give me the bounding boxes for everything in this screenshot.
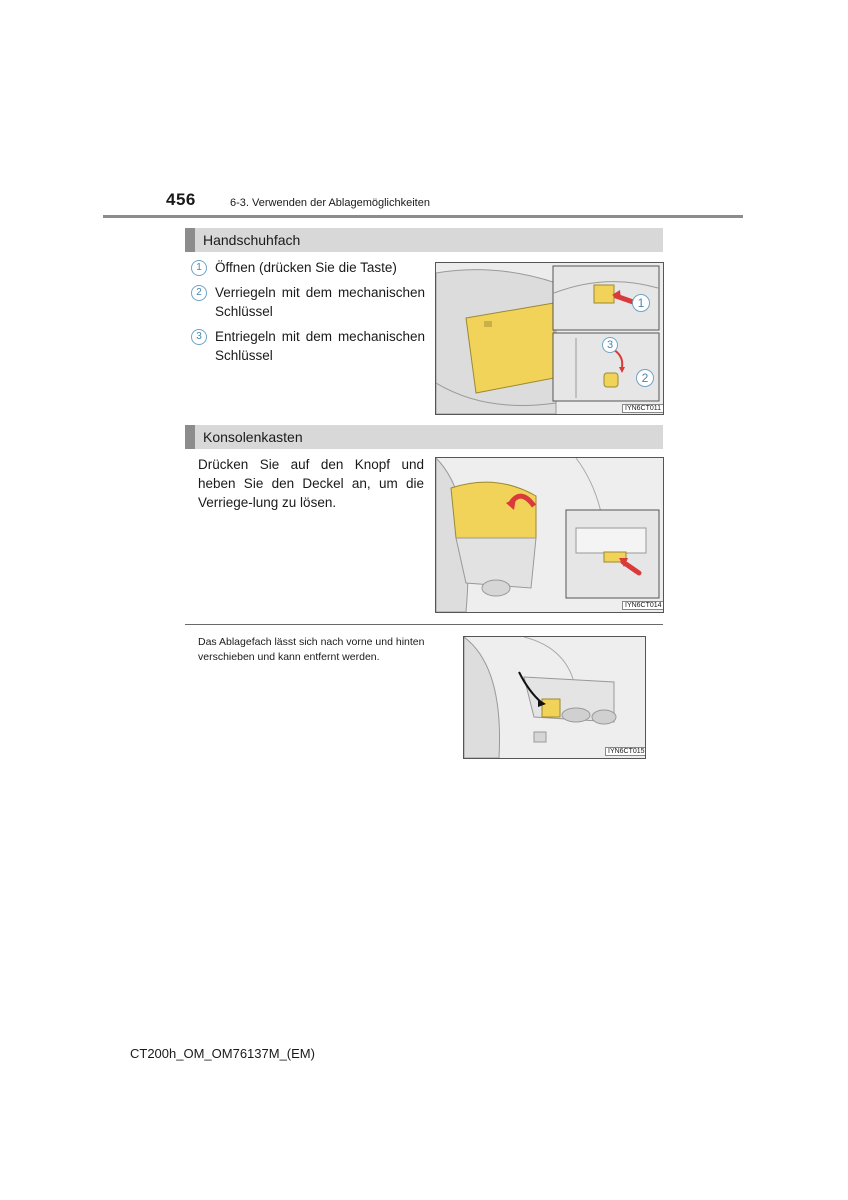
note-separator [185,624,663,625]
page-number: 456 [166,190,196,209]
step-item [191,327,425,365]
section-title: Konsolenkasten [203,429,303,445]
callout-2: 2 [636,369,654,387]
callout-3: 3 [602,337,618,353]
note-text: Das Ablagefach lässt sich nach vorne und hinten verschieben und kann entfernt werden. [198,636,425,663]
section-heading-console [185,425,663,449]
section-heading-glovebox [185,228,663,252]
section-title: Handschuhfach [203,232,301,248]
tray-illustration [463,636,646,759]
figure-code: IYN6CT014 [622,601,664,610]
step-item [191,283,425,321]
figure-code: IYN6CT015 [605,747,646,756]
document-code: CT200h_OM_OM76137M_(EM) [130,1046,315,1061]
step-item [191,258,425,277]
callout-1: 1 [632,294,650,312]
chapter-title: 6-3. Verwenden der Ablagemöglichkeiten [230,197,430,209]
header-rule [103,215,743,218]
step-text: Verriegeln mit dem mechanischen Schlüssel [215,285,425,319]
glovebox-drawing [436,263,663,414]
console-drawing [436,458,663,612]
step-text: Entriegeln mit dem mechanischen Schlüssel [215,329,425,363]
figure-code: IYN6CT011 [622,404,664,413]
step-number: 1 [191,260,207,276]
glovebox-illustration [435,262,664,415]
console-illustration [435,457,664,613]
step-number: 2 [191,285,207,301]
step-number: 3 [191,329,207,345]
console-instructions: Drücken Sie auf den Knopf und heben Sie den Deckel an, um die Verriege-lung zu lösen. [198,457,424,510]
step-text: Öffnen (drücken Sie die Taste) [215,260,397,275]
tray-drawing [464,637,645,758]
